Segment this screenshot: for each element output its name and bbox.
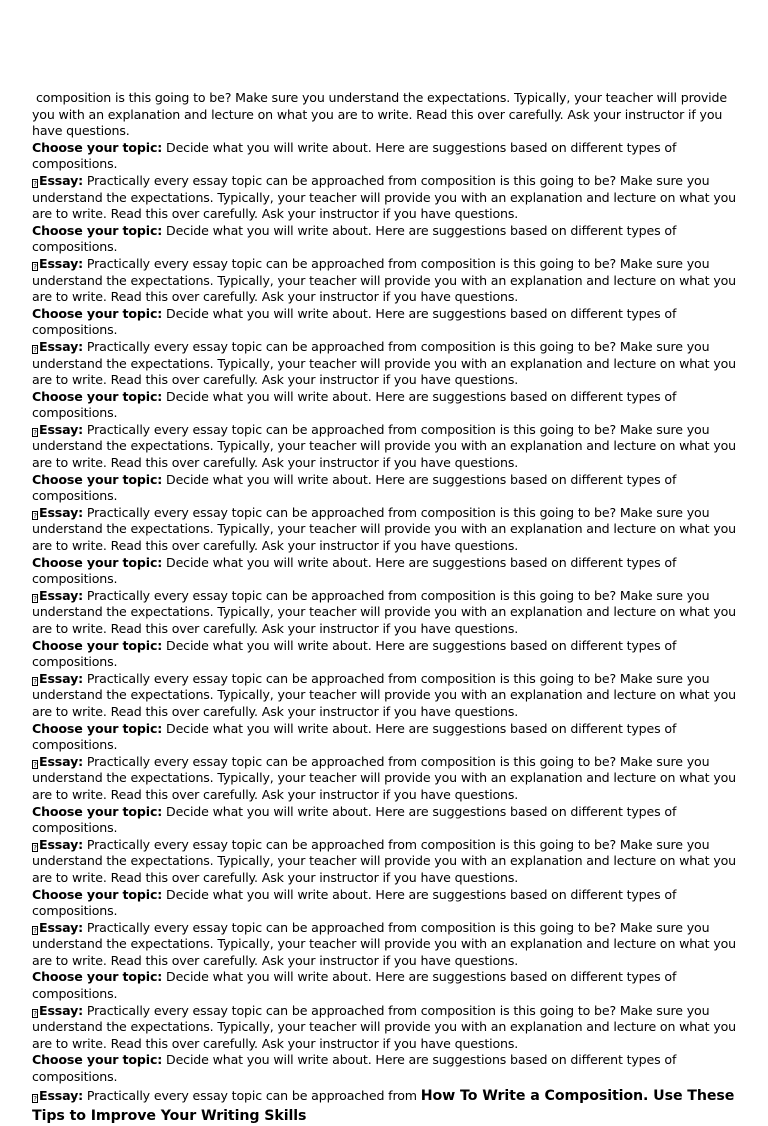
essay-label: Essay: [39, 172, 84, 188]
bullet-box-icon: ? [33, 511, 37, 520]
bullet-box-icon: ? [33, 594, 37, 603]
essay-text: Practically every essay topic can be approached from composition is this going to be? Make sure you understand the expectations. Typically, your teacher will provide you with an explanation and lecture on what you are to write. Read this over carefully. Ask your instructor if you have questions. [32, 504, 737, 554]
topic-text: Decide what you will write about. Here are suggestions based on different types of compositions. [32, 637, 677, 670]
essay-paragraph [32, 920, 740, 970]
section-heading: How To Write a Composition. Use These Tips to Improve Your Writing Skills [32, 1087, 735, 1124]
essay-paragraph [32, 422, 740, 472]
topic-paragraph [32, 721, 740, 754]
essay-text: Practically every essay topic can be approached from composition is this going to be? Make sure you understand the expectations. Typically, your teacher will provide you with an explanation and lecture on what you are to write. Read this over carefully. Ask your instructor if you have questions. [32, 836, 737, 885]
topic-label: Choose your topic: [32, 637, 163, 653]
essay-paragraph [32, 505, 740, 555]
essay-paragraph [32, 1086, 740, 1126]
topic-block [32, 555, 740, 638]
topic-label: Choose your topic: [32, 305, 163, 321]
essay-text: Practically every essay topic can be approached from composition is this going to be? Make sure you understand the expectations. Typically, your teacher will provide you with an explanation and lecture on what you are to write. Read this over carefully. Ask your instructor if you have questions. [32, 255, 737, 305]
bullet-box-icon: ? [33, 1009, 37, 1018]
topic-text: Decide what you will write about. Here are suggestions based on different types of compositions. [32, 139, 677, 172]
essay-paragraph [32, 1003, 740, 1053]
topic-label: Choose your topic: [32, 969, 163, 985]
topic-block [32, 969, 740, 1052]
topic-label: Choose your topic: [32, 554, 163, 570]
bullet-box-icon: ? [33, 179, 37, 188]
topic-paragraph [32, 472, 740, 505]
essay-text: Practically every essay topic can be approached from composition is this going to be? Make sure you understand the expectations. Typically, your teacher will provide you with an explanation and lecture on what you are to write. Read this over carefully. Ask your instructor if you have questions. [32, 919, 737, 968]
essay-label: Essay: [39, 1087, 84, 1103]
topic-block [32, 638, 740, 721]
topic-block [32, 804, 740, 887]
topic-block [32, 306, 740, 389]
topic-text: Decide what you will write about. Here are suggestions based on different types of compositions. [32, 803, 677, 836]
essay-label: Essay: [39, 338, 84, 354]
final-block [32, 1052, 740, 1125]
topic-text: Decide what you will write about. Here are suggestions based on different types of compositions. [32, 554, 677, 587]
document-page [32, 90, 740, 1126]
essay-label: Essay: [39, 255, 84, 271]
topic-label: Choose your topic: [32, 803, 163, 819]
topic-paragraph [32, 223, 740, 256]
essay-paragraph [32, 588, 740, 638]
essay-text: Practically every essay topic can be approached from composition is this going to be? Make sure you understand the expectations. Typically, your teacher will provide you with an explanation and lecture on what you are to write. Read this over carefully. Ask your instructor if you have questions. [32, 753, 737, 802]
essay-text: Practically every essay topic can be approached from composition is this going to be? Make sure you understand the expectations. Typically, your teacher will provide you with an explanation and lecture on what you are to write. Read this over carefully. Ask your instructor if you have questions. [32, 338, 737, 388]
topic-paragraph [32, 887, 740, 920]
essay-label: Essay: [39, 504, 84, 520]
intro-paragraph: composition is this going to be? Make sure you understand the expectations. Typically, your teacher will provide you with an explanation and lecture on what you are to write. Read this over carefully. Ask your instructor if you have questions. [32, 90, 727, 139]
topic-label: Choose your topic: [32, 139, 163, 155]
topic-paragraph [32, 638, 740, 671]
bullet-box-icon: ? [33, 262, 37, 271]
essay-label: Essay: [39, 670, 84, 686]
essay-text: Practically every essay topic can be approached from composition is this going to be? Make sure you understand the expectations. Typically, your teacher will provide you with an explanation and lecture on what you are to write. Read this over carefully. Ask your instructor if you have questions. [32, 421, 737, 471]
topic-paragraph [32, 140, 740, 173]
essay-text: Practically every essay topic can be approached from composition is this going to be? Make sure you understand the expectations. Typically, your teacher will provide you with an explanation and lecture on what you are to write. Read this over carefully. Ask your instructor if you have questions. [32, 172, 737, 222]
topic-label: Choose your topic: [32, 886, 163, 902]
essay-text: Practically every essay topic can be approached from composition is this going to be? Make sure you understand the expectations. Typically, your teacher will provide you with an explanation and lecture on what you are to write. Read this over carefully. Ask your instructor if you have questions. [32, 587, 737, 636]
bullet-box-icon: ? [33, 677, 37, 686]
essay-paragraph [32, 339, 740, 389]
topic-paragraph [32, 306, 740, 339]
essay-label: Essay: [39, 753, 84, 769]
topic-text: Decide what you will write about. Here are suggestions based on different types of compositions. [32, 388, 677, 421]
essay-paragraph [32, 671, 740, 721]
topic-block [32, 140, 740, 223]
bullet-box-icon: ? [33, 1094, 37, 1103]
essay-label: Essay: [39, 421, 84, 437]
bullet-box-icon: ? [33, 926, 37, 935]
topic-text: Decide what you will write about. Here are suggestions based on different types of compositions. [32, 305, 677, 338]
topic-label: Choose your topic: [32, 222, 163, 238]
essay-paragraph [32, 754, 740, 804]
topic-paragraph [32, 804, 740, 837]
bullet-box-icon: ? [33, 843, 37, 852]
essay-paragraph [32, 173, 740, 223]
bullet-box-icon: ? [33, 428, 37, 437]
essay-label: Essay: [39, 1002, 84, 1018]
topic-label: Choose your topic: [32, 388, 163, 404]
topic-paragraph [32, 389, 740, 422]
essay-text: Practically every essay topic can be approached from [83, 1087, 421, 1103]
essay-label: Essay: [39, 836, 84, 852]
topic-label: Choose your topic: [32, 720, 163, 736]
essay-text: Practically every essay topic can be approached from composition is this going to be? Make sure you understand the expectations. Typically, your teacher will provide you with an explanation and lecture on what you are to write. Read this over carefully. Ask your instructor if you have questions. [32, 1002, 737, 1051]
essay-paragraph [32, 837, 740, 887]
topic-paragraph [32, 555, 740, 588]
topic-blocks [32, 140, 740, 1053]
bullet-box-icon: ? [33, 760, 37, 769]
topic-text: Decide what you will write about. Here are suggestions based on different types of compositions. [32, 969, 677, 1002]
essay-label: Essay: [39, 587, 84, 603]
topic-text: Decide what you will write about. Here are suggestions based on different types of compositions. [32, 222, 677, 255]
topic-block [32, 389, 740, 472]
bullet-box-icon: ? [33, 345, 37, 354]
essay-text: Practically every essay topic can be approached from composition is this going to be? Make sure you understand the expectations. Typically, your teacher will provide you with an explanation and lecture on what you are to write. Read this over carefully. Ask your instructor if you have questions. [32, 670, 737, 719]
topic-text: Decide what you will write about. Here are suggestions based on different types of compositions. [32, 886, 677, 919]
essay-paragraph [32, 256, 740, 306]
topic-label: Choose your topic: [32, 471, 163, 487]
topic-block [32, 472, 740, 555]
topic-text: Decide what you will write about. Here are suggestions based on different types of compositions. [32, 1052, 677, 1085]
topic-text: Decide what you will write about. Here are suggestions based on different types of compositions. [32, 471, 677, 504]
essay-label: Essay: [39, 919, 84, 935]
topic-text: Decide what you will write about. Here are suggestions based on different types of compositions. [32, 720, 677, 753]
topic-paragraph [32, 1052, 740, 1085]
topic-label: Choose your topic: [32, 1052, 163, 1068]
topic-block [32, 721, 740, 804]
topic-block [32, 223, 740, 306]
topic-block [32, 887, 740, 970]
topic-paragraph [32, 969, 740, 1002]
